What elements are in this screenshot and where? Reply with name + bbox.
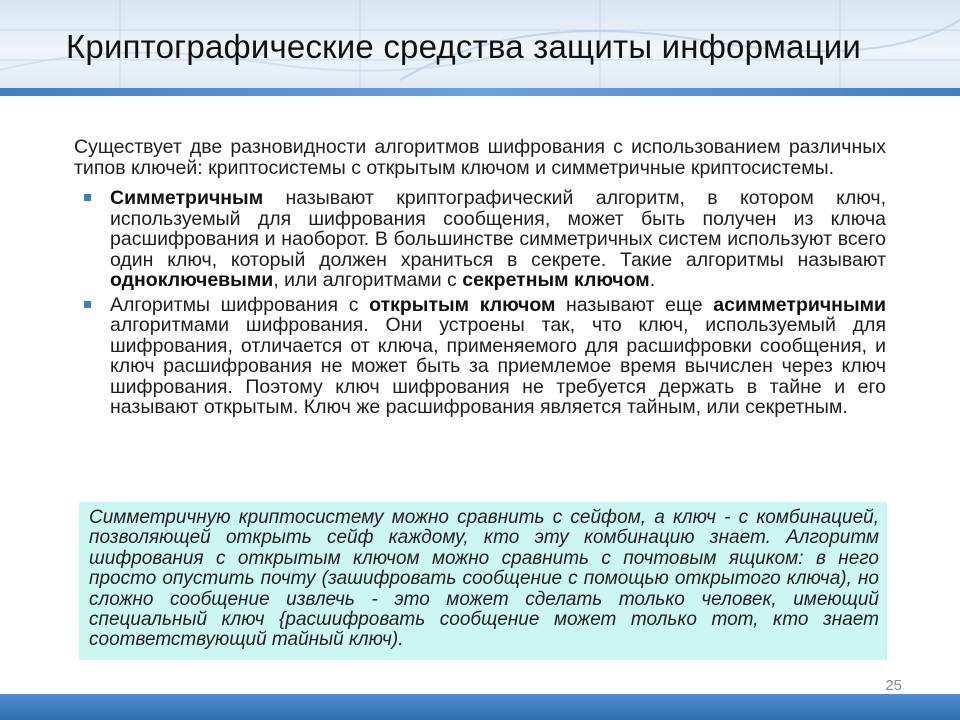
bullet-list <box>74 188 886 418</box>
bullet-symmetric <box>74 188 886 291</box>
bullet-square-icon <box>84 194 91 201</box>
slide-title: Криптографические средства защиты информации <box>66 28 861 65</box>
intro-paragraph: Существует две разновидности алгоритмов шифрования с использованием различных типов ключей: криптосистемы с открытым ключом и симметричные криптосистемы. <box>74 136 886 179</box>
term-secret-key: секретным ключом <box>462 269 650 291</box>
bullet-text: называют криптографический алгоритм, в котором ключ, используемый для шифрования сообщения, может быть получен из ключа расшифрования и наоборот. В большинстве симметричных систем используют всего один ключ, который должен храниться в секрете. Такие алгоритмы называют <box>110 187 886 271</box>
bullet-text: называют еще <box>555 293 714 316</box>
slide-body <box>74 137 886 422</box>
analogy-note-box: Симметричную криптосистему можно сравнить с сейфом, а ключ - с комбинацией, позволяющей открыть сейф каждому, кто эту комбинацию знает. Алгоритм шифрования с открытым ключом можно сравнить с почтовым ящиком: в него просто опустить почту (зашифровать сообщение с помощью открытого ключа), но сложно сообщение извлечь - это может сделать только человек, имеющий специальный ключ {расшифровать сообщение может только тот, кто знает соответствующий тайный ключ). <box>79 502 887 660</box>
bullet-asymmetric <box>74 295 886 418</box>
page-number: 25 <box>885 677 902 694</box>
bullet-text: Алгоритмы шифрования с <box>110 293 370 316</box>
slide-header <box>0 0 960 92</box>
bullet-text: алгоритмами шифрования. Они устроены так, что ключ, используемый для шифрования, отличается от ключа, применяемого для расшифровки сообщения, и ключ расшифрования не может быть за приемлемое время вычислен через ключ шифрования. Поэтому ключ шифрования не требуется держать в тайне и его называют открытым. Ключ же расшифрования является тайным, или секретным. <box>110 314 886 418</box>
term-symmetric: Симметричным <box>110 187 264 209</box>
bullet-text: . <box>649 269 656 291</box>
term-single-key: одноключевыми <box>110 269 274 291</box>
term-asymmetric: асимметричными <box>713 293 887 316</box>
bullet-square-icon <box>84 301 91 308</box>
term-public-key: открытым ключом <box>369 293 556 316</box>
slide-footer-bar <box>0 694 960 720</box>
bullet-text: , или алгоритмами с <box>273 269 463 291</box>
header-accent-bar <box>0 88 960 96</box>
